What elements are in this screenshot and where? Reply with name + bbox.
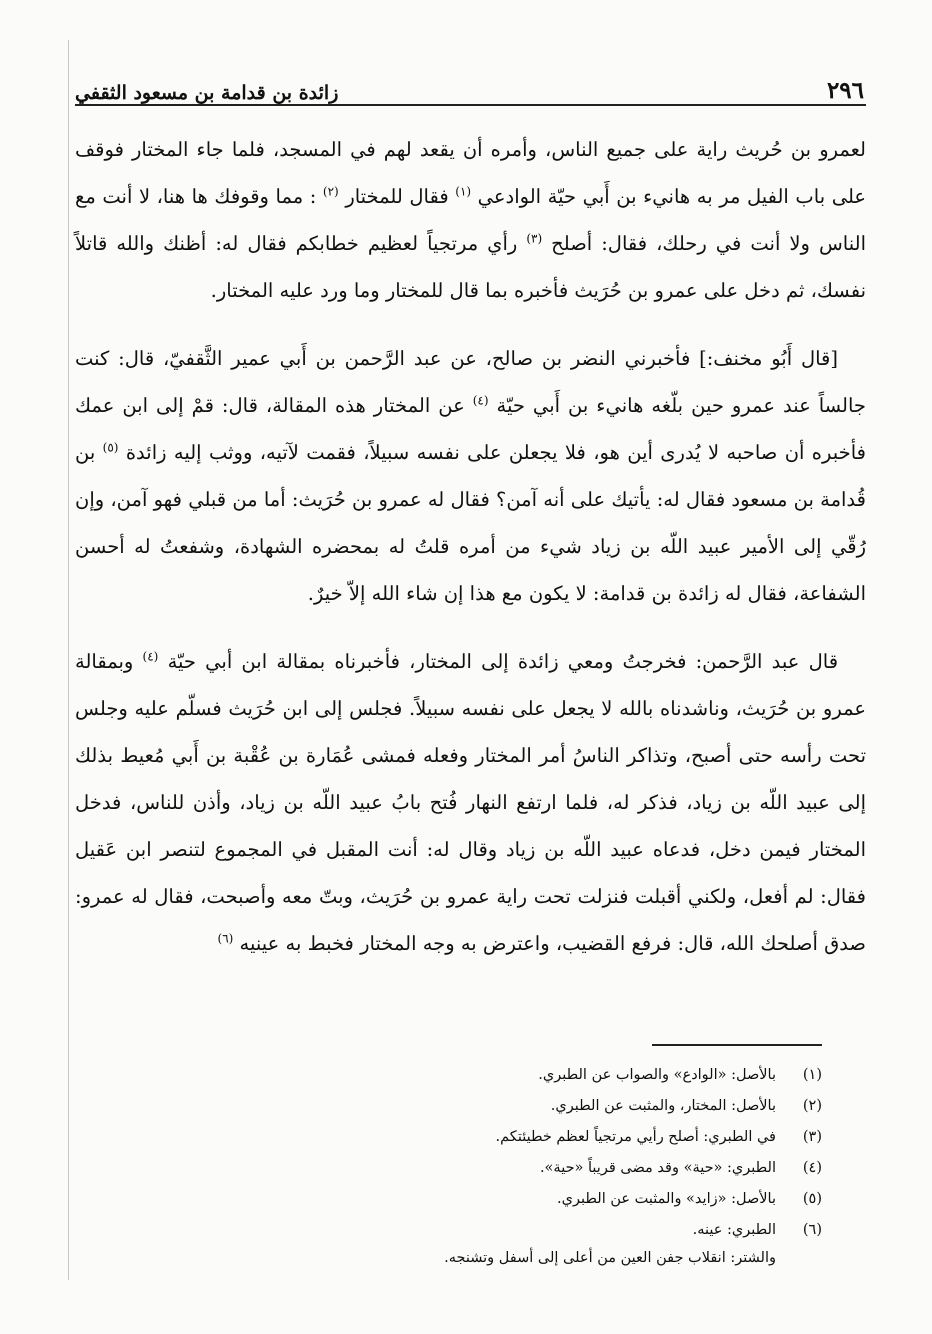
footnote-text: الطبري: «حية» وقد مضى قريباً «حية». [539,1160,776,1176]
paragraph-1 [75,126,866,314]
footnote-number: (٣) [802,1129,822,1145]
footnote-ref: (٤) [472,393,489,408]
footnote-ref: (٥) [102,440,119,455]
footnote-text: بالأصل: «زايد» والمثبت عن الطبري. [557,1191,776,1207]
running-title: زائدة بن قدامة بن مسعود الثقفي [75,82,339,104]
text-run: لعمرو بن حُريث راية على جميع الناس، وأمره أن يقعد لهم في المسجد، فلما جاء المختار فوقف على باب الفيل مر به هانيء بن أَبي حيّة الوادعي [75,138,867,208]
text-run: بن قُدامة بن مسعود فقال له: يأتيك على أنه آمن؟ فقال له عمرو بن حُرَيث: أما من قبلي فهو آمن، وإن رُقّي إلى الأمير عبيد اللّه بن زياد شيء من أمره قلتُ له بمحضره الشهادة، وشفعتُ له أحسن الشفاعة، فقال له زائدة بن قدامة: لا يكون مع هذا إن شاء الله إلاّ خيرٌ. [75,441,866,605]
footnote-item [75,1215,822,1246]
footnote-item [75,1153,822,1184]
footnote-ref: (٣) [526,231,543,246]
footnote-ref: (١) [455,184,472,199]
footnote-number: (٢) [802,1098,822,1114]
page-number: ٢٩٦ [826,77,864,104]
footnote-number: (٥) [802,1191,822,1207]
margin-rule [68,40,69,1280]
page-header [75,64,864,104]
footnote-text: الطبري: عينه. [692,1222,776,1238]
footnote-number: (٦) [802,1222,822,1238]
footnote-item [75,1122,822,1153]
footnote-item [75,1184,822,1215]
header-rule [75,104,866,106]
footnote-number: (١) [802,1067,822,1083]
paragraph-3 [75,638,866,967]
footnotes [75,1060,822,1270]
text-run: [قال أَبُو مخنف:] فأخبرني النضر بن صالح، عن عبد الرَّحمن بن أَبي عمير الثَّقفيّ، قال: كنت جالساً عند عمرو حين بلّغه هانيء بن أَبي حيّة [75,347,866,417]
paragraph-2 [75,335,866,617]
footnote-rule [652,1044,822,1046]
text-run: فقال للمختار [345,185,449,208]
footnote-text: في الطبري: أصلح رأيي مرتجياً لعظم خطيئتكم. [495,1129,776,1145]
footnote-ref: (٦) [217,931,234,946]
footnote-text: بالأصل: المختار، والمثبت عن الطبري. [550,1098,776,1114]
text-run: قال عبد الرَّحمن: فخرجتُ ومعي زائدة إلى المختار، فأخبرناه بمقالة ابن أبي حيّة [167,650,839,673]
text-run: : مما وقوفك ها هنا، لا أنت مع الناس ولا أنت في رحلك، فقال: أصلح [75,185,866,255]
text-run: وبمقالة عمرو بن حُرَيث، وناشدناه بالله لا يجعل على نفسه سبيلاً. فجلس إلى ابن حُرَيث فسلّم عليه وجلس تحت رأسه حتى أصبح، وتذاكر الناسُ أمر المختار وفعله فمشى عُمَارة بن عُقْبة بن أَبي مُعيط بذلك إلى عبيد اللّه بن زياد، فذكر له، فلما ارتفع النهار فُتح بابُ عبيد اللّه بن زياد، وأذن للناس، فدخل المختار فيمن دخل، فدعاه عبيد اللّه بن زياد وقال له: أنت المقبل في المجموع لتنصر ابن عَقيل فقال: لم أفعل، ولكني أقبلت فنزلت تحت راية عمرو بن حُرَيث، وبتّ معه وأصبحت، فقال له عمرو: صدق أصلحك الله، قال: فرفع القضيب، واعترض به وجه المختار فخبط به عينيه [75,650,866,955]
footnote-number: (٤) [802,1160,822,1176]
footnote-item [75,1091,822,1122]
text-run: رأي مرتجياً لعظيم خطابكم فقال له: أظنك والله قاتلاً نفسك، ثم دخل على عمرو بن حُرَيث فأخبره بما قال للمختار وما ورد عليه المختار. [75,232,866,302]
footnote-item [75,1060,822,1091]
text-run: عن المختار هذه المقالة، قال: قمْ إلى ابن عمك فأخبره أن صاحبه لا يُدرى أين هو، فلا يجعلن على نفسه سبيلاً، فقمت لآتيه، ووثب إليه زائدة [75,394,866,464]
footnote-ref: (٢) [322,184,339,199]
footnote-continuation: والشتر: انقلاب جفن العين من أعلى إلى أسفل وتشنجه. [444,1250,776,1266]
main-text [75,126,866,988]
footnote-ref: (٤) [142,649,159,664]
footnote-text: بالأصل: «الوادع» والصواب عن الطبري. [538,1067,776,1083]
